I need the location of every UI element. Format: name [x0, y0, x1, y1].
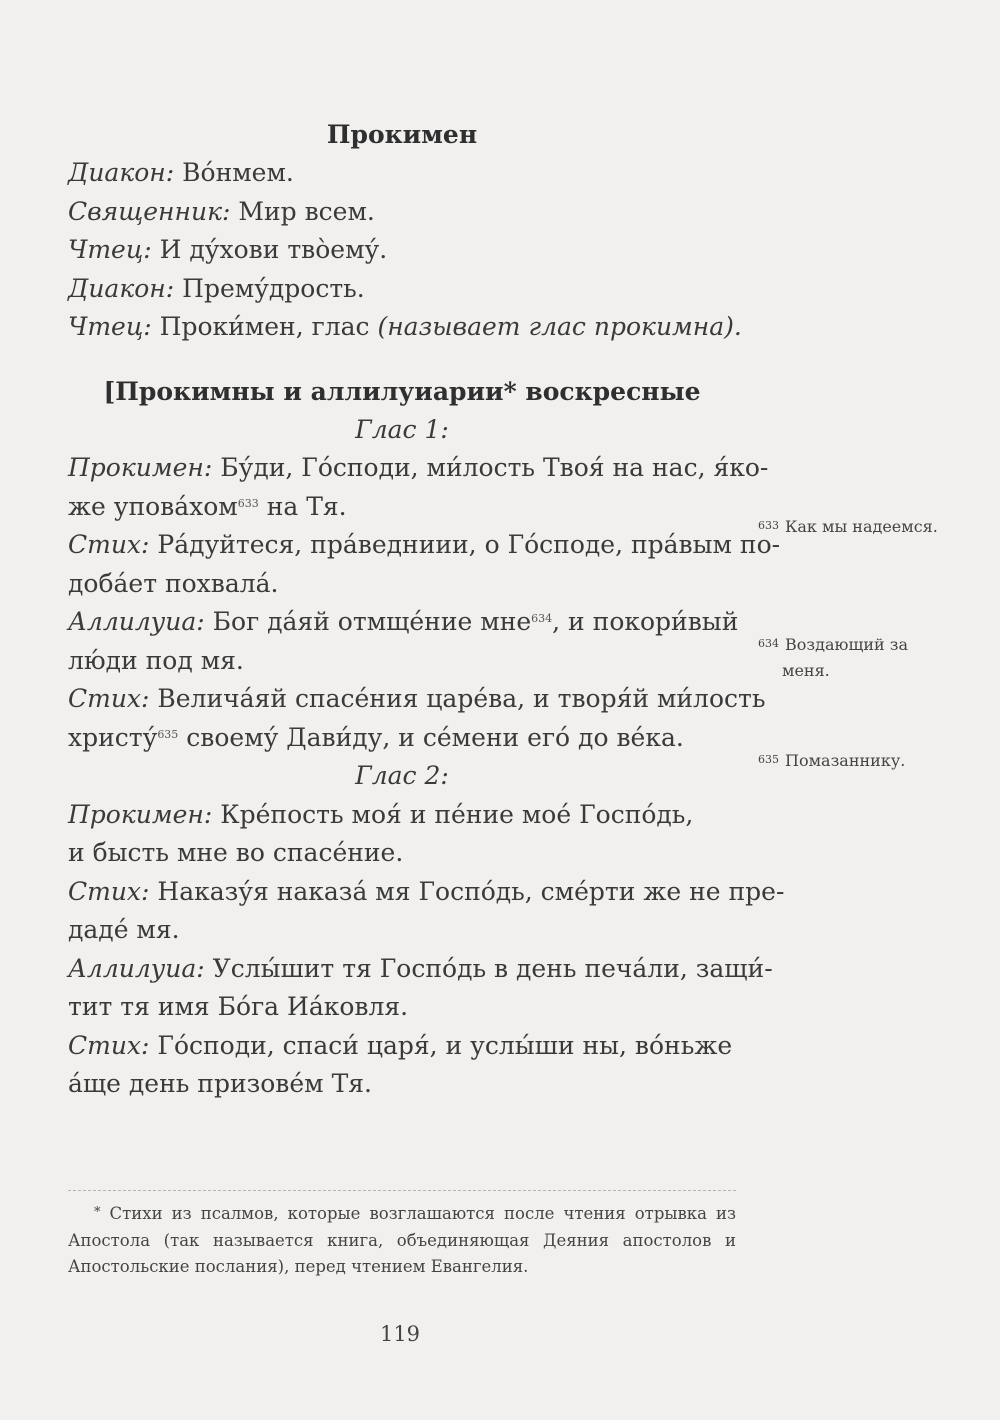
footnote-ref-634: 634 — [531, 612, 553, 625]
margin-note-text: Помазаннику. — [785, 751, 906, 770]
glas-1-verse-stih-2 — [68, 680, 766, 757]
verse-role: Стих: — [68, 1030, 150, 1060]
verse-text: лю́ди под мя. — [68, 645, 244, 675]
verse-text: Бог да́яй отмще́ние мне — [204, 607, 532, 636]
margin-note-634 — [758, 631, 958, 684]
glas-2-verse-alleluia — [68, 950, 773, 1027]
intro-line-1 — [68, 154, 736, 193]
verse-text: Наказу́я наказа́ мя Госпо́дь, сме́рти же не пре- — [149, 876, 785, 906]
glas-2-verse-stih-2 — [68, 1027, 736, 1104]
footnote-text: Стихи из псалмов, которые возглашаются после чтения отрывка из Апостола (так называется книга, объединяющая Деяния апостолов и Апостольские послания), перед чтением Евангелия. — [68, 1204, 736, 1276]
verse-text: Услы́шит тя Госпо́дь в день печа́ли, защи́- — [204, 953, 773, 983]
speaker-role: Священник: — [68, 196, 231, 226]
footnote — [68, 1200, 736, 1281]
margin-note-number: 634 — [758, 637, 779, 650]
section-heading: [Прокимны и аллилуиарии* воскресные — [103, 376, 701, 406]
verse-text: доба́ет похвала́. — [68, 568, 279, 598]
margin-note-text: Воздающий за — [785, 635, 908, 654]
page-number: 119 — [379, 1322, 421, 1346]
margin-note-number: 635 — [758, 753, 779, 766]
line-text: Во́нмем. — [174, 158, 294, 187]
glas-2-title: Глас 2: — [355, 761, 449, 790]
verse-role: Прокимен: — [68, 453, 213, 482]
footnote-ref-633: 633 — [237, 496, 259, 510]
footnote-ref-635: 635 — [157, 727, 179, 741]
verse-role: Аллилуиа: — [68, 607, 205, 636]
verse-text: , и покори́вый — [552, 607, 739, 636]
margin-note-635 — [758, 747, 958, 774]
verse-text: своему́ Дави́ду, и се́мени его́ до ве́ка. — [178, 722, 684, 752]
verse-text: а́ще день призове́м Тя. — [68, 1069, 372, 1098]
footnote-divider — [68, 1190, 736, 1191]
verse-role: Стих: — [68, 876, 150, 906]
line-text: И ду́хови тво̀ему́. — [151, 235, 388, 264]
spacer — [68, 347, 736, 373]
verse-role: Прокимен: — [68, 799, 213, 829]
verse-role: Стих: — [68, 684, 150, 713]
glas-1-verse-alleluia — [68, 603, 739, 680]
verse-text: Бу́ди, Го́споди, ми́лость Твоя́ на нас, я́ко- — [212, 453, 769, 482]
intro-line-5 — [68, 308, 742, 347]
verse-text: Го́споди, спаси́ царя́, и услы́ши ны, во́ньже — [149, 1030, 733, 1060]
margin-note-text-cont: меня. — [782, 661, 830, 680]
speaker-role: Диакон: — [68, 158, 175, 187]
glas-1-title: Глас 1: — [355, 414, 449, 444]
heading-prokimen: Прокимен — [326, 120, 478, 149]
verse-text: Кре́пость моя́ и пе́ние мое́ Госпо́дь, — [212, 799, 694, 829]
line-text: Проки́мен, глас — [151, 312, 378, 341]
footnote-star: * — [94, 1205, 101, 1220]
rubric-note: (называет глас прокимна). — [377, 312, 742, 341]
verse-role: Стих: — [68, 530, 150, 559]
glas-1-verse-prokimen — [68, 449, 769, 526]
margin-note-text: Как мы надеемся. — [785, 517, 938, 536]
verse-role: Аллилуиа: — [68, 953, 205, 983]
glas-2-verse-prokimen — [68, 796, 736, 873]
verse-text: и бысть мне во спасе́ние. — [68, 838, 404, 867]
verse-text: даде́ мя. — [68, 915, 180, 944]
speaker-role: Чтец: — [68, 235, 152, 264]
speaker-role: Чтец: — [68, 312, 152, 341]
main-text-column — [68, 116, 785, 1104]
margin-note-number: 633 — [758, 519, 779, 532]
glas-2-verse-stih-1 — [68, 873, 785, 950]
margin-note-633 — [758, 513, 958, 540]
intro-line-2 — [68, 193, 736, 232]
speaker-role: Диакон: — [68, 273, 175, 303]
intro-line-4 — [68, 270, 736, 309]
line-text: Прему́дрость. — [174, 273, 365, 303]
verse-text: же упова́хом — [68, 491, 238, 521]
verse-text: христу́ — [68, 722, 158, 752]
line-text: Мир всем. — [230, 196, 375, 226]
glas-1-verse-stih-1 — [68, 526, 781, 603]
intro-line-3 — [68, 231, 736, 270]
verse-text: на Тя. — [258, 491, 347, 521]
verse-text: Ра́дуйтеся, пра́ведниии, о Го́споде, пра́вым по- — [149, 530, 781, 559]
verse-text: тит тя имя Бо́га Иа́ковля. — [68, 992, 409, 1021]
verse-text: Велича́яй спасе́ния царе́ва, и творя́й ми́лость — [149, 684, 766, 713]
